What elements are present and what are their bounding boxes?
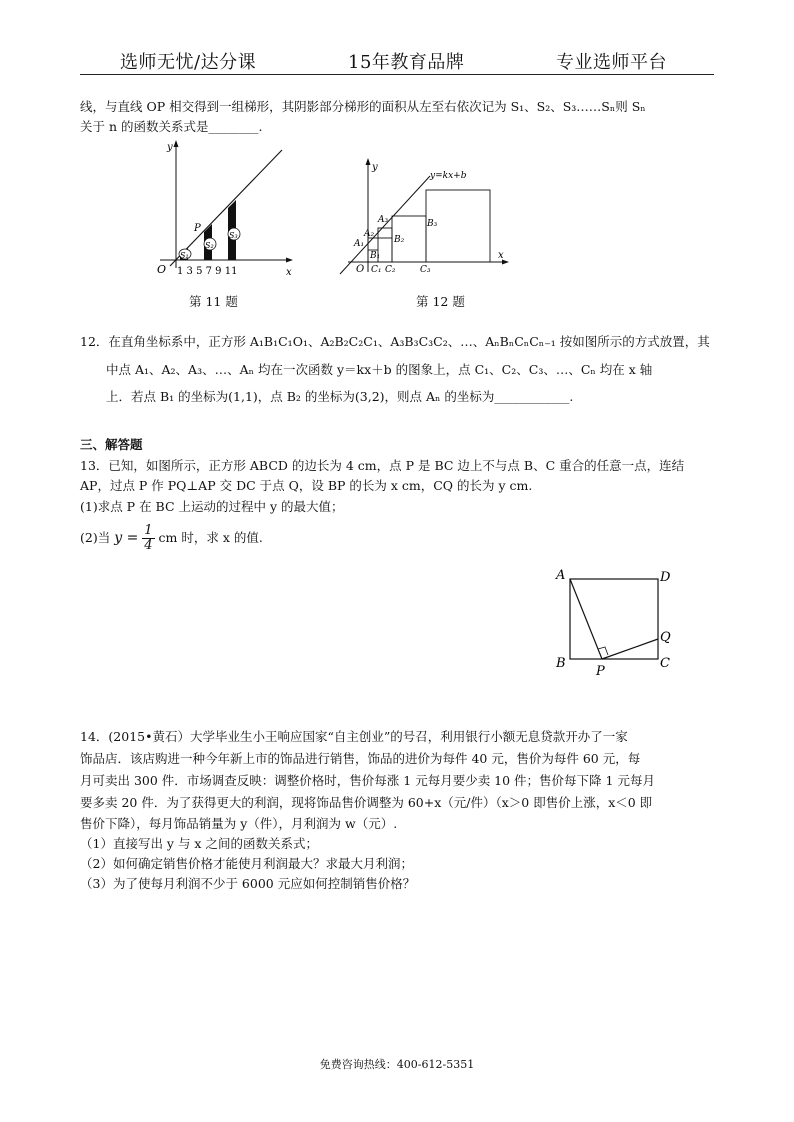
fig13-label-a: A [556, 568, 566, 583]
q12-caption: 第 12 题 [416, 294, 465, 309]
fig11-s3: S₃ [229, 231, 238, 240]
fig11-s1: S₁ [180, 251, 189, 260]
header-left: 选师无忧/达分课 [120, 52, 257, 73]
fig13-segment-ap [570, 579, 602, 659]
fig12-origin: O [356, 264, 365, 275]
fig11-ticks: 1 3 5 7 9 11 [177, 266, 238, 277]
q13-part2: (2)当 y = $\frac{1}{4}$ cm 时，求 x 的值. [80, 523, 263, 553]
page-footer: 免费咨询热线：400-612-5351 [319, 1058, 475, 1071]
q12-line1: 12．在直角坐标系中，正方形 A₁B₁C₁O₁、A₂B₂C₂C₁、A₃B₃C₃C₂、…、AₙBₙCₙCₙ₋₁ 按如图所示的方式放置，其 [80, 334, 710, 349]
fig12-b1: B₁ [370, 251, 381, 261]
fig12-a2: A₂ [364, 229, 375, 239]
q14-line3: 月可卖出 300 件．市场调查反映：调整价格时，售价每涨 1 元每月要少卖 10 件；售价每下降 1 元每月 [80, 773, 655, 788]
q14-line5: 售价下降），每月饰品销量为 y（件），月利润为 w（元）. [80, 816, 398, 831]
fig12-y-label: y [372, 162, 378, 173]
fig13-segment-pq [602, 639, 658, 659]
fig11-x-label: x [286, 267, 292, 278]
fig13-label-b: B [556, 656, 566, 671]
q14-line1: 14．(2015•黄石）大学毕业生小王响应国家“自主创业”的号召，利用银行小额无息贷款开办了一家 [80, 729, 628, 744]
q14-part3: （3）为了使每月利润不少于 6000 元应如何控制销售价格？ [80, 876, 416, 891]
fig11-line-op [170, 150, 282, 266]
fig13-square [570, 579, 658, 659]
q11-caption: 第 11 题 [189, 294, 238, 309]
fig11-origin: O [157, 263, 167, 276]
fig13-label-d: D [660, 570, 671, 585]
q13-line2: AP，过点 P 作 PQ⊥AP 交 DC 于点 Q，设 BP 的长为 x cm，CQ 的长为 y cm. [80, 478, 533, 493]
fig12-b3: B₃ [427, 219, 438, 229]
header-right: 专业选师平台 [556, 52, 667, 73]
fig12-line [340, 176, 430, 274]
fig11-y-label: y [167, 142, 173, 153]
q11-line1: 线，与直线 OP 相交得到一组梯形，其阴影部分梯形的面积从左至右依次记为 S₁、S₂、S₃……Sₙ则 Sₙ [80, 99, 646, 114]
figure-13 [550, 565, 680, 680]
fig12-a1: A₁ [354, 239, 365, 249]
fig12-equation: y=kx+b [430, 171, 467, 181]
q14-part2: （2）如何确定销售价格才能使月利润最大？求最大月利润； [80, 856, 413, 871]
figure-11 [150, 140, 300, 280]
fig12-c1: C₁ [371, 265, 382, 275]
q13-line1: 13．已知，如图所示，正方形 ABCD 的边长为 4 cm，点 P 是 BC 边上不与点 B、C 重合的任意一点，连结 [80, 458, 685, 473]
header-rule [80, 74, 714, 75]
fig12-c2: C₂ [385, 265, 396, 275]
fig11-p-label: P [194, 223, 201, 234]
section-title: 三、解答题 [80, 437, 143, 452]
q11-line2: 关于 n 的函数关系式是________. [80, 119, 263, 134]
fig12-a3: A₃ [378, 215, 389, 225]
fraction-one-quarter: $\frac{1}{4}$ [144, 523, 153, 553]
fig13-label-p: P [596, 664, 605, 679]
fig12-b2: B₂ [394, 235, 405, 245]
q12-line2: 中点 A₁、A₂、A₃、…、Aₙ 均在一次函数 y＝kx＋b 的图象上，点 C₁、C₂、C₃、…、Cₙ 均在 x 轴 [106, 362, 653, 377]
q13-part1: (1)求点 P 在 BC 上运动的过程中 y 的最大值； [80, 499, 344, 514]
q14-part1: （1）直接写出 y 与 x 之间的函数关系式； [80, 836, 318, 851]
page-header [0, 0, 794, 80]
fig11-s2: S₂ [205, 241, 214, 250]
q14-line2: 饰品店．该店购进一种今年新上市的饰品进行销售，饰品的进价为每件 40 元，售价为每件 60 元，每 [80, 751, 641, 766]
fig13-label-q: Q [660, 630, 671, 645]
header-center: 15年教育品牌 [348, 52, 465, 73]
fig12-c3: C₃ [420, 265, 431, 275]
q14-line4: 要多卖 20 件．为了获得更大的利润，现将饰品售价调整为 60+x（元/件）（x＞0 即售价上涨，x＜0 即 [80, 795, 653, 810]
figure-12 [330, 158, 515, 276]
fig13-label-c: C [660, 656, 670, 671]
q12-line3: 上．若点 B₁ 的坐标为(1,1)，点 B₂ 的坐标为(3,2)，则点 Aₙ 的坐标为____________. [106, 389, 574, 404]
fig12-x-label: x [498, 250, 504, 261]
